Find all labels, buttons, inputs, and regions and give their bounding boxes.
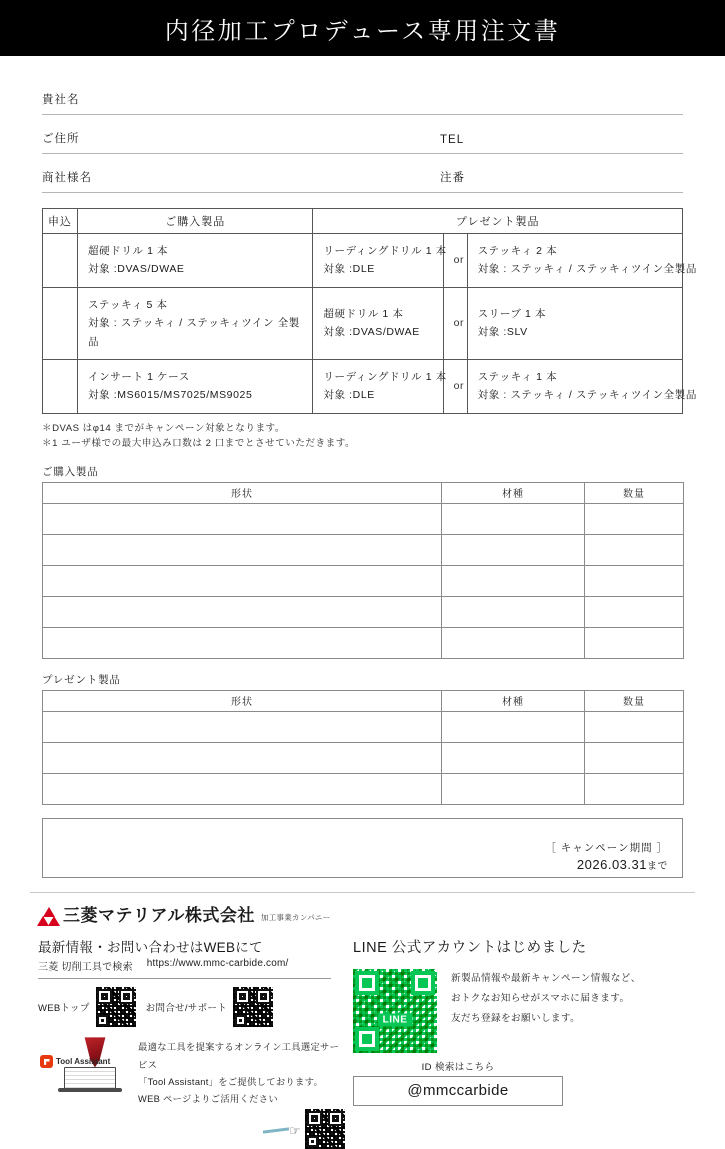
info-label-address: ご住所 [42, 133, 80, 145]
tool-assistant-qr-row [138, 1109, 345, 1149]
web-heading: 最新情報・お問い合わせはWEBにて [38, 940, 263, 956]
tool-assistant-app-icon [40, 1055, 53, 1068]
cell-material[interactable] [442, 504, 585, 535]
cell-quantity[interactable] [585, 628, 684, 659]
gift2-cell-3 [467, 359, 697, 413]
present-entry-section [0, 659, 725, 805]
campaign-row-3 [43, 359, 683, 413]
purchase-col-material: 材種 [442, 483, 585, 504]
cell-shape[interactable] [43, 628, 442, 659]
cell-material[interactable] [442, 712, 585, 743]
web-subline [38, 958, 345, 973]
line-desc-1: 新製品情報や最新キャンペーン情報など、 [451, 973, 641, 985]
purchase-cell-3 [78, 359, 313, 413]
cell-shape[interactable] [43, 774, 442, 805]
tool-assistant-badge [40, 1055, 110, 1068]
web-rule [38, 978, 331, 979]
header-purchase: ご購入製品 [78, 209, 313, 234]
cell-material[interactable] [442, 535, 585, 566]
cell-material[interactable] [442, 628, 585, 659]
present-col-material: 材種 [442, 691, 585, 712]
table-row[interactable] [43, 774, 684, 805]
campaign-period-date-value: 2026.03.31 [576, 857, 647, 873]
present-col-shape: 形状 [43, 691, 442, 712]
purchase-entry-table [42, 482, 684, 659]
cell-material[interactable] [442, 597, 585, 628]
purchase-entry-section [0, 451, 725, 659]
campaign-period-date-suffix: まで [647, 861, 668, 873]
apply-checkbox-cell-2[interactable] [43, 287, 78, 359]
cell-quantity[interactable] [585, 566, 684, 597]
purchase-cell-2 [78, 287, 313, 359]
mitsubishi-logo-icon [38, 907, 59, 926]
campaign-table [42, 208, 697, 414]
info-label-distributor: 商社様名 [42, 172, 92, 184]
cell-quantity[interactable] [585, 597, 684, 628]
note-1: ＊DVAS はφ14 までがキャンペーン対象となります。 [42, 422, 285, 434]
info-label-company: 貴社名 [42, 94, 80, 106]
cell-quantity[interactable] [585, 504, 684, 535]
page-header [0, 0, 725, 56]
or-divider-3: or [443, 359, 467, 413]
qr-item-support[interactable] [146, 987, 273, 1027]
qr-caption-web-top: WEBトップ [38, 1003, 90, 1015]
web-url[interactable]: https://www.mmc-carbide.com/ [146, 958, 289, 970]
cell-quantity[interactable] [585, 535, 684, 566]
or-divider-1: or [443, 234, 467, 288]
tool-assistant-illustration [38, 1039, 130, 1093]
footer-columns [0, 926, 725, 1149]
gift2-target-1: 対象 : ステッキィ / ステッキィツイン全製品 [477, 263, 697, 276]
page-title: 内径加工プロデュース専用注文書 [164, 17, 561, 45]
line-wordmark: LINE [378, 1013, 413, 1026]
table-row[interactable] [43, 504, 684, 535]
table-row[interactable] [43, 743, 684, 774]
customer-info-block [0, 56, 725, 193]
brand-sub: 加工事業カンパニー [260, 913, 331, 923]
purchase-target-3: 対象 :MS6015/MS7025/MS9025 [88, 389, 253, 402]
table-row[interactable] [43, 628, 684, 659]
gift2-name-2: スリーブ 1 本 [477, 307, 547, 320]
cell-shape[interactable] [43, 566, 442, 597]
cell-quantity[interactable] [585, 743, 684, 774]
line-description [451, 969, 641, 1028]
gift1-cell-1 [313, 234, 447, 288]
present-entry-header-row [43, 691, 684, 712]
campaign-period-label: ［ キャンペーン期間 ］ [545, 842, 668, 855]
table-row[interactable] [43, 535, 684, 566]
cell-quantity[interactable] [585, 774, 684, 805]
cell-shape[interactable] [43, 535, 442, 566]
cell-quantity[interactable] [585, 712, 684, 743]
line-desc-2: おトクなお知らせがスマホに届きます。 [451, 992, 630, 1004]
gift2-cell-1 [467, 234, 697, 288]
gift1-name-1: リーディングドリル 1 本 [323, 245, 447, 257]
footer-web-column [0, 936, 345, 1149]
purchase-name-1: 超硬ドリル 1 本 [88, 245, 169, 257]
campaign-table-header-row [43, 209, 683, 234]
pointing-hand-icon [263, 1122, 299, 1136]
apply-checkbox-cell-3[interactable] [43, 359, 78, 413]
qr-code-support-icon[interactable] [233, 987, 273, 1027]
purchase-cell-1 [78, 234, 313, 288]
purchase-target-1: 対象 :DVAS/DWAE [88, 263, 185, 276]
tool-assistant-block [38, 1039, 345, 1149]
gift1-target-3: 対象 :DLE [323, 389, 375, 402]
purchase-col-shape: 形状 [43, 483, 442, 504]
gift2-cell-2 [467, 287, 682, 359]
info-row-address[interactable] [42, 115, 683, 154]
purchase-col-quantity: 数量 [585, 483, 684, 504]
campaign-row-2 [43, 287, 683, 359]
cell-shape[interactable] [43, 743, 442, 774]
gift1-cell-2 [313, 287, 443, 359]
laptop-icon [64, 1067, 116, 1089]
table-row[interactable] [43, 566, 684, 597]
info-label-tel: TEL [440, 134, 465, 146]
cell-shape[interactable] [43, 597, 442, 628]
qr-item-web-top[interactable] [38, 987, 136, 1027]
cell-material[interactable] [442, 774, 585, 805]
campaign-period-inner [545, 840, 668, 872]
present-entry-caption: プレゼント製品 [42, 674, 121, 687]
purchase-entry-caption: ご購入製品 [42, 466, 99, 479]
gift1-name-3: リーディングドリル 1 本 [323, 370, 447, 383]
info-label-order-number: 注番 [440, 172, 465, 184]
campaign-row-1 [43, 234, 683, 288]
line-heading: LINE 公式アカウントはじめました [353, 940, 587, 957]
campaign-notes [0, 414, 725, 452]
tool-assistant-line-3: WEB ページよりご活用ください [138, 1093, 278, 1104]
note-2: ＊1 ユーザ様での最大申込み口数は 2 口までとさせていただきます。 [42, 437, 356, 449]
line-desc-3: 友だち登録をお願いします。 [451, 1012, 581, 1024]
gift1-name-2: 超硬ドリル 1 本 [323, 307, 404, 320]
info-row-company[interactable] [42, 72, 683, 115]
qr-code-line-icon[interactable] [353, 969, 437, 1053]
cell-material[interactable] [442, 743, 585, 774]
brand-row [0, 893, 725, 926]
qr-caption-support: お問合せ/サポート [145, 1003, 227, 1015]
gift2-name-1: ステッキィ 2 本 [477, 245, 558, 257]
apply-checkbox-cell-1[interactable] [43, 234, 78, 288]
tool-assistant-line-2: 「Tool Assistant」をご提供しております。 [138, 1076, 324, 1087]
brand-name: 三菱マテリアル株式会社 [63, 906, 255, 926]
footer-line-column [345, 936, 725, 1149]
campaign-table-wrapper [0, 193, 725, 414]
present-col-quantity: 数量 [585, 691, 684, 712]
tool-assistant-badge-name: Tool Assistant [56, 1056, 111, 1066]
gift1-target-1: 対象 :DLE [323, 263, 375, 276]
header-present: プレゼント製品 [313, 209, 683, 234]
cell-shape[interactable] [43, 504, 442, 535]
or-divider-2: or [443, 287, 467, 359]
purchase-entry-header-row [43, 483, 684, 504]
gift1-target-2: 対象 :DVAS/DWAE [323, 326, 420, 339]
purchase-name-2: ステッキィ 5 本 [88, 298, 168, 311]
cell-material[interactable] [442, 566, 585, 597]
gift2-name-3: ステッキィ 1 本 [477, 370, 558, 383]
campaign-period-box [42, 818, 683, 878]
tool-assistant-text [138, 1039, 345, 1149]
line-content-row [353, 969, 725, 1053]
gift1-cell-3 [313, 359, 447, 413]
present-entry-table [42, 690, 684, 805]
web-search-hint: 三菱 切削工具で検索 [38, 962, 133, 974]
cell-shape[interactable] [43, 712, 442, 743]
line-id-value[interactable]: @mmccarbide [353, 1076, 563, 1106]
tool-assistant-line-1: 最適な工具を提案するオンライン工具選定サービス [138, 1042, 340, 1070]
gift2-target-3: 対象 : ステッキィ / ステッキィツイン全製品 [477, 389, 697, 402]
qr-code-tool-assistant-icon[interactable] [305, 1109, 345, 1149]
line-id-block [353, 1059, 563, 1106]
table-row[interactable] [43, 712, 684, 743]
purchase-target-2: 対象 : ステッキィ / ステッキィツイン 全製品 [88, 317, 300, 348]
info-row-distributor[interactable] [42, 154, 683, 193]
qr-code-web-top-icon[interactable] [96, 987, 136, 1027]
table-row[interactable] [43, 597, 684, 628]
campaign-period-date [545, 857, 668, 872]
purchase-name-3: インサート 1 ケース [88, 370, 190, 383]
header-apply: 申込 [43, 209, 78, 234]
gift2-target-2: 対象 :SLV [477, 326, 528, 339]
web-qr-row [38, 987, 345, 1027]
line-id-caption: ID 検索はこちら [421, 1062, 495, 1074]
